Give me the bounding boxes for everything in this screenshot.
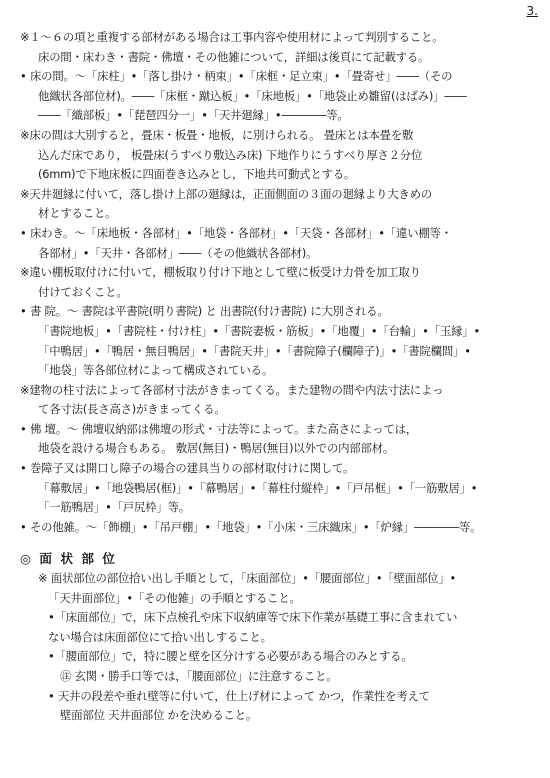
- text-line: 「幕敷居」•「地袋鴨居(框)」•「幕鴨居」•「幕柱付縦枠」•「戸吊框」•「一筋敷居」•: [38, 480, 478, 495]
- text-line: 付けておくこと。: [38, 284, 128, 299]
- text-line: • 天井の段差や垂れ壁等に付いて，仕上げ材によって かつ，作業性を考えて: [48, 688, 430, 703]
- text-line: •「腰面部位」で，特に腰と壁を区分けする必要がある場合のみとする。: [48, 649, 413, 664]
- page-number: 3.: [526, 4, 538, 18]
- text-line: ㊟ 玄関・勝手口等では，「腰面部位」に注意すること。: [60, 669, 338, 683]
- text-line: ない場合は床面部位にて拾い出しすること。: [48, 629, 272, 644]
- text-line: 壁面部位 天井面部位 かを決めること。: [60, 708, 258, 723]
- text-line: 込んだ床であり， 板畳床(うすべり敷込み床) 下地作りにうすべり厚さ２分位: [38, 147, 423, 162]
- text-line: • 書 院。～ 書院は平書院(明り書院) と 出書院(付け書院) に大別される。: [20, 304, 389, 319]
- text-line: 「書院地板」•「書院柱・付け柱」•「書院妻板・筋板」•「地覆」•「台輪」•「玉縁」•: [38, 323, 480, 338]
- text-line: て各寸法(長さ高さ)がきまってくる。: [38, 402, 226, 417]
- text-line: 地袋を設ける場合もある。 敷居(無目)・鴨居(無目)以外での内部部材。: [38, 441, 395, 456]
- text-line: • 佛 壇。～ 佛壇収納部は佛壇の形式・寸法等によって。また高さによっては，: [20, 421, 418, 436]
- spacer: [20, 537, 536, 549]
- text-line: 「一筋鴨居」•「戸尻枠」等。: [38, 500, 190, 515]
- text-line: • その他雑。～「飾棚」•「吊戸棚」•「地袋」•「小床・三床織床」•「炉縁」――――等。: [20, 519, 482, 534]
- text-line: ※建物の柱寸法によって各部材寸法がきまってくる。また建物の間や内法寸法によっ: [20, 382, 444, 397]
- text-line: 他織状各部位材)。――「床框・蹴込板」•「床地板」•「地袋止め雛留(はばみ)」――: [38, 88, 467, 103]
- text-line: 床の間・床わき・書院・佛壇・その他雑について，詳細は後頁にて記載する。: [38, 49, 430, 64]
- text-line: • 床わき。～「床地板・各部材」•「地袋・各部材」•「天袋・各部材」•「違い棚等・: [20, 225, 452, 240]
- text-line: 「中鴨居」•「鴨居・無目鴨居」•「書院天井」•「書院障子(欄障子)」•「書院欄間」•: [38, 343, 471, 358]
- text-line: ――「織部板」•「琵琶四分一」•「天井廻縁」•――――等。: [38, 108, 349, 123]
- text-line: ※天井廻縁に付いて，落し掛け上部の廻縁は，正面側面の３面の廻縁より大きめの: [20, 186, 432, 201]
- text-line: 各部材」•「天井・各部材」――（その他織状各部材)。: [38, 245, 318, 260]
- section-heading: ◎ 面 状 部 位: [20, 551, 117, 567]
- document-body: [20, 28, 536, 726]
- text-line: ※ 面状部位の部位拾い出し手順として，「床面部位」•「腰面部位」•「壁面部位」•: [38, 571, 457, 586]
- text-line: ※床の間は大別すると，畳床・板畳・地板，に別けられる。 畳床とは本畳を敷: [20, 127, 414, 142]
- text-line: ※１～６の項と重複する部材がある場合は工事内容や使用材によって判別すること。: [20, 30, 444, 44]
- text-line: 材とすること。: [38, 206, 117, 221]
- text-line: ※違い棚板取付けに付いて，棚板取り付け下地として壁に板受け力骨を加工取り: [20, 265, 421, 280]
- text-line: 「地袋」等各部位材によって構成されている。: [38, 363, 274, 378]
- text-line: • 巻障子又は開口し障子の場合の建具当りの部材取付けに関して。: [20, 461, 355, 476]
- text-line: • 床の間。～「床柱」•「落し掛け・柄束」•「床框・足立束」•「畳寄せ」――（その: [20, 69, 453, 84]
- text-line: (6mm)で下地床板に四面巻き込みとし，下地共可動式とする。: [38, 167, 356, 182]
- text-line: •「床面部位」で，床下点検孔や床下収納庫等で床下作業が基礎工事に含まれてい: [48, 610, 458, 625]
- text-line: 「天井面部位」•「その他雑」の手順とすること。: [48, 590, 301, 605]
